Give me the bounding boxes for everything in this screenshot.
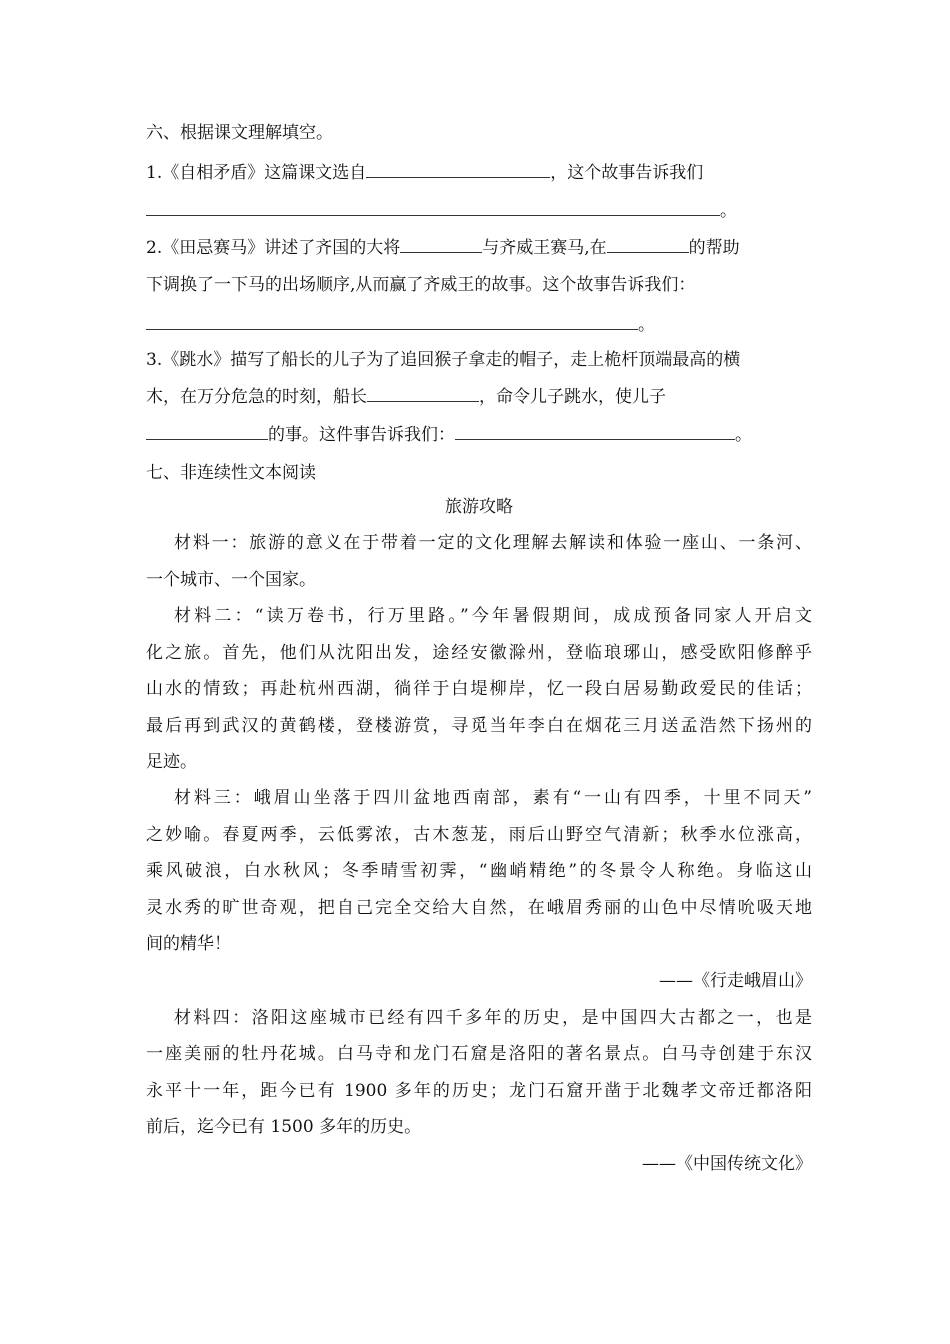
section-6-heading: 六、根据课文理解填空。 xyxy=(146,123,333,143)
q1-text-2: ，这个故事告诉我们 xyxy=(550,163,704,183)
q2-blank-general[interactable] xyxy=(400,235,482,253)
q2-end: 。 xyxy=(638,315,655,335)
question-2-line-2: 下调换了一下马的出场顺序,从而赢了齐威王的故事。这个故事告诉我们： xyxy=(146,275,696,295)
q3-text-3: 的事。这件事告诉我们： xyxy=(268,425,455,445)
question-1-line-1 xyxy=(146,160,812,185)
question-2-line-3 xyxy=(146,312,812,337)
material-2-line-2: 化之旅。首先，他们从沈阳出发，途经安徽滁州，登临琅琊山，感受欧阳修醉乎 xyxy=(146,643,812,663)
q3-text-1: 木，在万分危急的时刻，船长 xyxy=(146,387,367,407)
material-3-line-4: 灵水秀的旷世奇观，把自己完全交给大自然，在峨眉秀丽的山色中尽情吮吸天地 xyxy=(146,898,812,918)
q3-text-2: ，命令儿子跳水，使儿子 xyxy=(479,387,666,407)
material-2-line-3: 山水的情致；再赴杭州西湖，徜徉于白堤柳岸，忆一段白居易勤政爱民的佳话； xyxy=(146,679,812,699)
material-4-line-1: 材料四：洛阳这座城市已经有四千多年的历史，是中国四大古都之一，也是 xyxy=(174,1008,812,1028)
question-3-line-1: 3.《跳水》描写了船长的儿子为了追回猴子拿走的帽子，走上桅杆顶端最高的横 xyxy=(146,350,741,370)
q2-text-2: 与齐威王赛马,在 xyxy=(482,238,607,258)
question-3-line-2 xyxy=(146,384,812,409)
material-3-line-3: 乘风破浪，白水秋风；冬季晴雪初霁，“幽峭精绝”的冬景令人称绝。身临这山 xyxy=(146,861,812,881)
q2-blank-helper[interactable] xyxy=(607,235,689,253)
q3-blank-result[interactable] xyxy=(146,422,268,440)
material-3-source: ——《行走峨眉山》 xyxy=(659,971,812,991)
question-2-line-1 xyxy=(146,235,812,260)
q1-blank-lesson[interactable] xyxy=(146,198,720,216)
q1-end: 。 xyxy=(720,201,737,221)
material-4-source: ——《中国传统文化》 xyxy=(642,1154,812,1174)
q1-blank-source[interactable] xyxy=(366,160,550,178)
question-3-line-3 xyxy=(146,422,812,447)
q1-text-1: 1.《自相矛盾》这篇课文选自 xyxy=(146,163,367,183)
q2-blank-lesson[interactable] xyxy=(146,312,638,330)
material-3-line-2: 之妙喻。春夏两季，云低雾浓，古木葱茏，雨后山野空气清新；秋季水位涨高， xyxy=(146,825,812,845)
material-1-line-2: 一个城市、一个国家。 xyxy=(146,570,316,590)
material-1-line-1: 材料一：旅游的意义在于带着一定的文化理解去解读和体验一座山、一条河、 xyxy=(174,533,812,553)
q3-end: 。 xyxy=(735,425,752,445)
material-3-line-1: 材料三：峨眉山坐落于四川盆地西南部，素有“一山有四季，十里不同天” xyxy=(174,788,812,808)
q2-text-1: 2.《田忌赛马》讲述了齐国的大将 xyxy=(146,238,401,258)
question-1-line-2 xyxy=(146,198,812,223)
material-2-line-1: 材料二：“读万卷书，行万里路。”今年暑假期间，成成预备同家人开启文 xyxy=(174,606,812,626)
material-3-line-5: 间的精华！ xyxy=(146,934,231,954)
material-4-line-4: 前后，迄今已有 1500 多年的历史。 xyxy=(146,1117,422,1137)
material-2-line-5: 足迹。 xyxy=(146,752,197,772)
section-7-heading: 七、非连续性文本阅读 xyxy=(146,463,316,483)
material-4-line-3: 永平十一年，距今已有 1900 多年的历史；龙门石窟开凿于北魏孝文帝迁都洛阳 xyxy=(146,1081,812,1101)
q3-blank-lesson[interactable] xyxy=(455,422,735,440)
reading-title: 旅游攻略 xyxy=(445,497,513,517)
material-2-line-4: 最后再到武汉的黄鹤楼，登楼游赏，寻觅当年李白在烟花三月送孟浩然下扬州的 xyxy=(146,716,812,736)
q3-blank-captain-action[interactable] xyxy=(367,384,479,402)
q2-text-3: 的帮助 xyxy=(688,238,740,258)
material-4-line-2: 一座美丽的牡丹花城。白马寺和龙门石窟是洛阳的著名景点。白马寺创建于东汉 xyxy=(146,1044,812,1064)
